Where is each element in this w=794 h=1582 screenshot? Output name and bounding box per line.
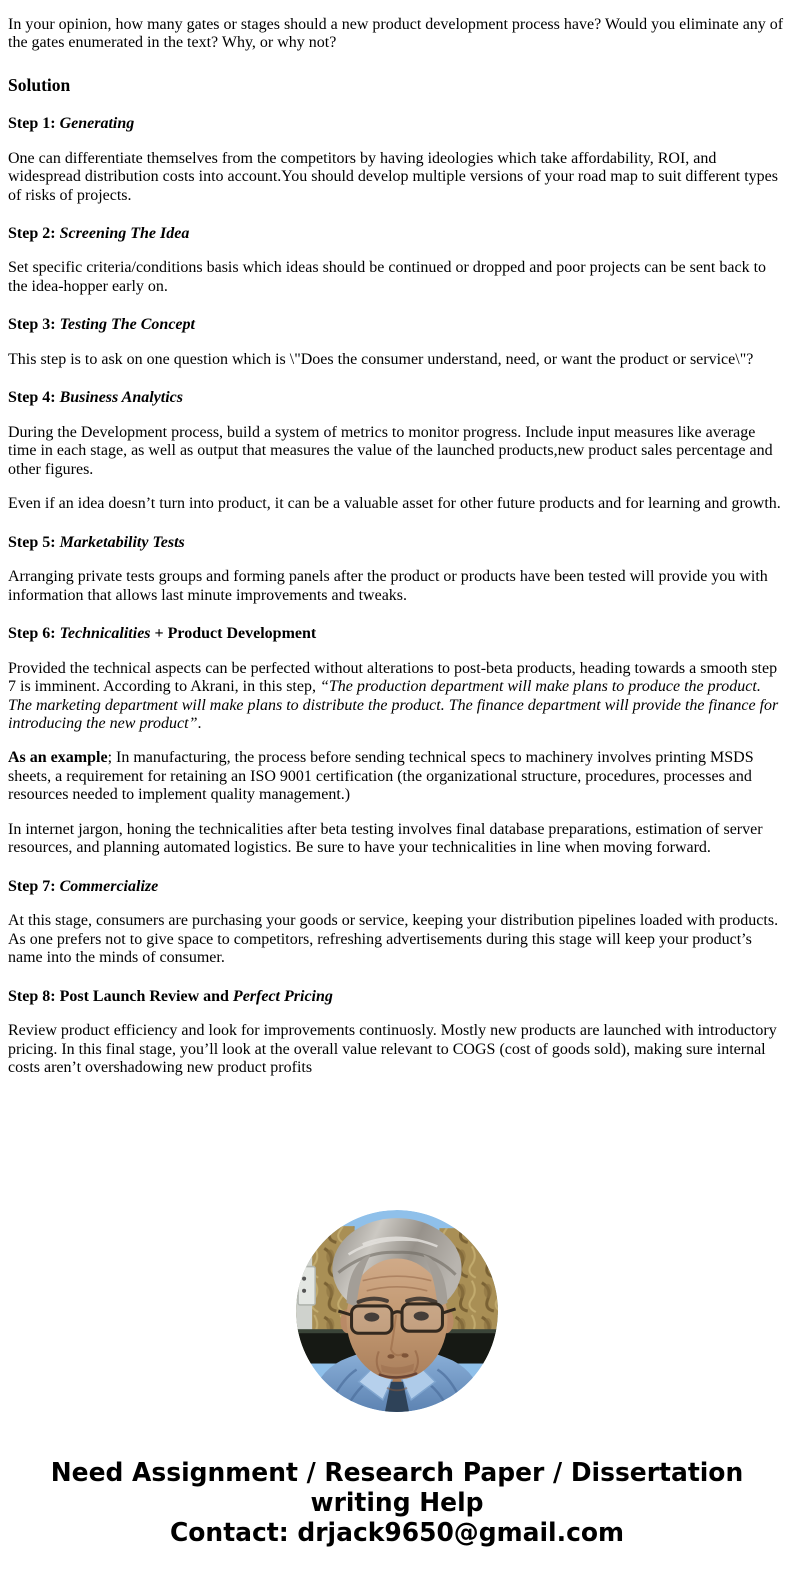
footer-line-1: Need Assignment / Research Paper / Dissertation (50, 1457, 744, 1488)
avatar-section (8, 1210, 786, 1412)
step-label: Step 4: (8, 389, 60, 407)
step-title-plain: Post Launch Review and (59, 987, 233, 1005)
step-label: Step 6: (8, 625, 60, 643)
step-4-heading (8, 389, 786, 407)
example-lead-in: As an example (8, 749, 108, 767)
step-7-heading (8, 878, 786, 896)
paragraph-run: . (197, 714, 202, 732)
step-1-paragraph: One can differentiate themselves from the competitors by having ideologies which take affordability, ROI, and widespread distribution costs into account.You should develop multiple versions of your road map to suit different types of risks of projects. (8, 149, 778, 204)
step-8-heading (8, 988, 786, 1006)
step-title-suffix: + Product Development (150, 625, 317, 643)
step-3-heading (8, 316, 786, 334)
step-7-paragraph: At this stage, consumers are purchasing your goods or service, keeping your distribution pipelines loaded with products. As one prefers not to give space to competitors, refreshing advertisements during this stage will keep your product’s name into the minds of consumer. (8, 912, 779, 967)
step-title: Screening The Idea (59, 225, 190, 243)
step-6-paragraph-1 (8, 660, 786, 734)
step-5-heading (8, 534, 786, 552)
step-title: Business Analytics (59, 389, 183, 407)
step-title: Generating (59, 115, 135, 133)
step-label: Step 2: (8, 225, 60, 243)
akrani-quote: “The production department will make plans to produce the product. The marketing department will make plans to distribute the product. The finance department will provide the finance for introducing the new product” (8, 678, 779, 732)
step-3-paragraph: This step is to ask on one question which is \"Does the consumer understand, need, or want the product or service\"? (8, 350, 754, 368)
step-6-paragraph-3: In internet jargon, honing the technicalities after beta testing involves final database preparations, estimation of server resources, and planning automated logistics. Be sure to have your technicalities in line when moving forward. (8, 820, 763, 857)
step-2-heading (8, 225, 786, 243)
step-2-paragraph: Set specific criteria/conditions basis which ideas should be continued or dropped and poor projects can be sent back to the idea-hopper early on. (8, 259, 767, 295)
step-label: Step 8: (8, 987, 60, 1005)
step-4-paragraph-2: Even if an idea doesn’t turn into product, it can be a valuable asset for other future products and for learning and growth. (8, 495, 781, 513)
document (8, 16, 786, 1574)
step-title: Testing The Concept (59, 316, 195, 334)
step-8-paragraph: Review product efficiency and look for improvements continuosly. Mostly new products are launched with introductory pricing. In this final stage, you’ll look at the overall value relevant to COGS (cost of goods sold), making sure internal costs aren’t overshadowing new product profits (8, 1022, 777, 1077)
step-label: Step 3: (8, 316, 60, 334)
footer-line-2: writing Help (310, 1487, 484, 1518)
paragraph-run: ; In manufacturing, the process before sending technical specs to machinery involves printing MSDS sheets, a requirement for retaining an ISO 9001 certification (the organizational structure, procedures, processes and resources needed to implement quality management.) (8, 749, 754, 804)
step-label: Step 5: (8, 533, 60, 551)
footer-advert (24, 1458, 771, 1574)
step-1-heading (8, 115, 786, 133)
contact-line: Contact: drjack9650@gmail.com (169, 1517, 625, 1548)
step-title: Marketability Tests (59, 533, 185, 551)
step-label: Step 1: (8, 115, 60, 133)
step-5-paragraph: Arranging private tests groups and forming panels after the product or products have been tested will provide you with information that allows last minute improvements and tweaks. (8, 568, 768, 604)
step-title: Perfect Pricing (232, 987, 333, 1005)
step-label: Step 7: (8, 877, 60, 895)
paragraph-run: Provided the technical aspects can be perfected without alterations to post-beta products, heading towards a smooth step 7 is imminent. According to Akrani, in this step, (8, 659, 778, 696)
step-6-paragraph-2 (8, 749, 786, 804)
step-6-heading (8, 625, 786, 643)
instructor-photo (296, 1210, 498, 1412)
step-title: Technicalities (59, 625, 151, 643)
step-title: Commercialize (59, 877, 159, 895)
solution-heading: Solution (8, 74, 71, 95)
instructor-photo-art (296, 1210, 498, 1412)
step-4-paragraph-1: During the Development process, build a system of metrics to monitor progress. Include input measures like average time in each stage, as well as output that measures the value of the launched products,new product sales percentage and other figures. (8, 423, 773, 478)
question-text: In your opinion, how many gates or stages should a new product development process have? Would you eliminate any of the gates enumerated in the text? Why, or why not? (8, 16, 784, 52)
